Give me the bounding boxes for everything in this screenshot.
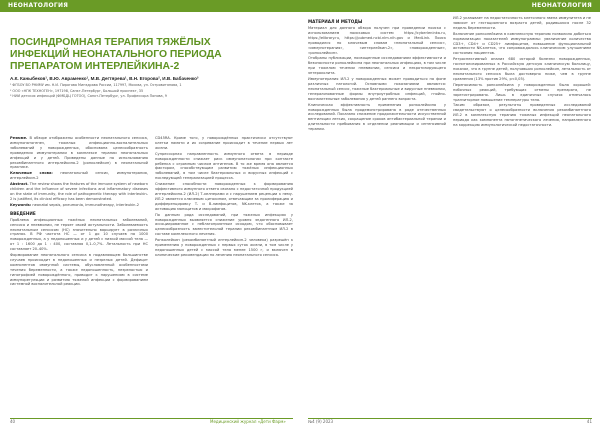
right-column-2 [453, 16, 591, 132]
summary-label: Резюме. [10, 136, 28, 140]
body-paragraph: Переносимость ронколейкина у новорожденных была хорошей: побочных реакций, требующих отмены препарата, не зарегистрировано. Лишь в единичных случаях отмечалось транзиторное повышение температуры тела. [453, 82, 591, 102]
left-column-1 [10, 136, 148, 287]
methods-heading: МАТЕРИАЛ И МЕТОДЫ [308, 19, 363, 24]
en-keywords-text: neonatal sepsis, pneumonia, immunotherapy, interleukin-2 [32, 202, 140, 207]
body-paragraph: Иммунотерапия ИЛ-2 у новорожденных может проводиться на фоне различных патологий. Основными показаниями являются: неонатальный сепсис, тяжелые бактериальные и вирусные пневмонии, генерализованные формы внутриутробных инфекций, гнойно-воспалительные заболевания у детей раннего возраста. [308, 77, 446, 101]
article-authors: А.К. Каныбеков¹, В.Ю. Авраменко¹, М.В. Дегтярева¹, В.Н. Егорова², И.В. Бабаченко³ [10, 76, 199, 81]
page-number-right: 41 [586, 419, 592, 424]
body-paragraph: ИЛ-2 указывает на недостаточность клеточного звена иммунитета и не зависит от гестационного возраста детей, родившихся после 32 недель беременности. [453, 16, 591, 30]
body-paragraph: Таким образом, результаты проведенных исследований свидетельствуют о целесообразности включения рекомбинантного ИЛ-2 в комплексную терапию тяжелых инфекций неонатального периода как компонента патогенетического лечения, направленного на коррекцию иммунологической недостаточности. [453, 103, 591, 128]
body-paragraph: Включение ронколейкина в комплексную терапию позволило добиться нормализации показателей иммунограммы: увеличение количества CD3+, CD4+ и CD25+ лимфоцитов, повышение функциональной активности NK-клеток, что сопровождалось клиническим улучшением состояния пациентов. [453, 31, 591, 56]
article-title: ПОСИНДРОМНАЯ ТЕРАПИЯ ТЯЖЁЛЫХ ИНФЕКЦИЙ НЕОНАТАЛЬНОГО ПЕРИОДА ПРЕПАРАТОМ ИНТЕРЛЕЙКИНА-2 [10, 37, 222, 72]
body-paragraph: Снижение способности новорожденных к формированию эффективного иммунного ответа связано с недостаточной продукцией интерлейкина-2 (ИЛ-2) Т-хелперами и с нарушением рецепции к нему. ИЛ-2 является ключевым цитокином, отвечающим за пролиферацию и дифференцировку T- и B-лимфоцитов, NK-клеток, а также за активацию моноцитов и макрофагов. [155, 182, 293, 211]
body-paragraph: Отобраны публикации, посвященные исследованиям эффективности и безопасности ронколейкина при неонатальных инфекциях, в том числе при тяжелом течении пневмонии, сепсиса и некротизирующего энтероколита. [308, 56, 446, 76]
intro-heading: ВВЕДЕНИЕ [10, 210, 36, 216]
body-paragraph: Супрессорная направленность иммунного ответа в периоде новорожденности снижает риск иммунопатологии при контакте ребенка с огромным числом антигенов. В то же время она является фактором, способствующим развитию тяжёлых инфекционных заболеваний, в том числе бактериальных и вирусных инфекций с последующей генерализацией процесса. [155, 151, 293, 181]
en-keywords-paragraph [10, 203, 148, 208]
affiliation: ² ООО «НПК ТЕХНОГЕН», 197198, Санкт-Петербург, Большой проспект, 35 [10, 88, 144, 93]
right-page-columns [308, 16, 592, 132]
body-paragraph: По данным ряда исследований, при тяжелых инфекциях у новорожденных выявляется снижение уровня эндогенного ИЛ-2, ассоциированное с неблагоприятным исходом, что обосновывает целесообразность заместительной терапии рекомбинантным ИЛ-2 в составе комплексного лечения. [155, 212, 293, 237]
body-paragraph: Ретроспективный анализ 680 историй болезни новорожденных, госпитализированных в Российскую детскую клиническую больницу, показал, что в группе детей, получавших ронколейкин, летальность от неонатального сепсиса была достоверно ниже, чем в группе сравнения (13% против 29%, p<0,05). [453, 57, 591, 81]
right-column-1 [308, 16, 446, 132]
en-keywords-label: Keywords: [10, 202, 32, 207]
abstract-label: Abstract. [10, 182, 29, 187]
header-band [0, 0, 600, 12]
section-label-right: НЕОНАТОЛОГИЯ [531, 2, 592, 9]
left-page-columns [10, 136, 293, 287]
section-label-left: НЕОНАТОЛОГИЯ [8, 2, 69, 9]
issue-label: №4 (9) 2023 [308, 419, 334, 424]
abstract-paragraph [10, 182, 148, 202]
footer-rule-right [308, 418, 592, 419]
affiliation: ¹ ФГБОУ ВО РНИМУ им. Н.И. Пирогова Минздрава России, 117997, Москва, ул. Островитянова, 1 [10, 83, 182, 87]
body-paragraph: Материал для данного обзора получен при проведении поиска с использованием поисковых систем https://cyberleninka.ru, https://elibrary.ru, https://pubmed.ncbi.nlm.nih.gov и MedLink. Поиск проводился по ключевым словам «неонатальный сепсис», «иммунотерапия», «интерлейкин-2», «новорожденные», «ронколейкин». [308, 26, 446, 55]
keywords-paragraph [10, 171, 148, 181]
page-footer [0, 418, 600, 428]
journal-name: Медицинский журнал «Дети Фарм» [210, 419, 286, 424]
body-paragraph: Проблема инфекционных тяжёлых неонатальных заболеваний, сепсиса и пневмонии, не теряет своей актуальности. Заболеваемость неонатальным сепсисом (НС) значительно варьирует в различных странах. В РФ частота НС — от 1 до 10 случаев на 1000 новорожденных, а у недоношенных и у детей с низкой массой тела — от 1 : 1600 до 1 : 400, составляя 0,1–0,7%. Летальность при НС составляет 20–40%. [10, 217, 148, 252]
keywords-label: Ключевые слова: [10, 171, 53, 176]
right-page [308, 16, 592, 416]
body-paragraph: Формирование неонатального сепсиса в подавляющем большинстве случаев происходит в недоношенных и незрелых детей. Дефицит компонентов иммунной системы, обусловленный особенностями течения беременности, а также недоношенность, незрелостью и гипотрофией новорождённого, приводит к нарушениям в системе иммунорегуляции и развитию тяжелой инфекции с формированием системной воспалительной реакции. [10, 253, 148, 287]
body-paragraph: CD45RA. Кроме того, у новорождённых практически отсутствуют клетки памяти и их созревание происходит в течение первых лет жизни. [155, 136, 293, 150]
body-paragraph: Ронколейкин (рекомбинантный интерлейкин-2 человека) разрешён к применению у новорожденных с первых суток жизни, в том числе у недоношенных детей с массой тела менее 1500 г, и включен в клинические рекомендации по лечению неонатального сепсиса. [155, 238, 293, 257]
keywords-text: неонатальный сепсис, иммунотерапия, интерлейкин-2 [10, 171, 148, 181]
body-paragraph: Клиническая эффективность применения ронколейкина у новорожденных была продемонстрирована в ряде отечественных исследований. Показано снижение продолжительности искусственной вентиляции легких, сокращение сроков антибактериальной терапии и длительности пребывания в отделении реанимации и интенсивной терапии. [308, 102, 446, 132]
abstract-text: The review shows the features of the immune system of newborn children and the influence of severe infections and inflammatory diseases on the state of immunity, the role of pathogenetic therapy with interleukin-2 is justified, its clinical efficacy has been demonstrated. [10, 182, 148, 201]
summary-paragraph [10, 136, 148, 170]
affiliation: ³ НИИ детских инфекций (ФМБДЦ ГОТОО), Санкт-Петербург, ул. Профессора Попова, 9 [10, 94, 167, 99]
left-column-2 [155, 136, 293, 287]
summary-text: В обзоре отображены особенности неонатального сепсиса, иммунопатогенез, тяжелых инфекционно-воспалительных заболеваний у новорожденных, обоснована целесообразность проведения иммунотерапии в комплексе терапии неонатальных инфекций и у детей. Приведены данные по использованию рекомбинантного интерлейкина-2 (ронколейкин) в неонатальной практике. [10, 136, 148, 170]
page-number-left: 40 [10, 419, 16, 424]
left-page [10, 16, 293, 416]
